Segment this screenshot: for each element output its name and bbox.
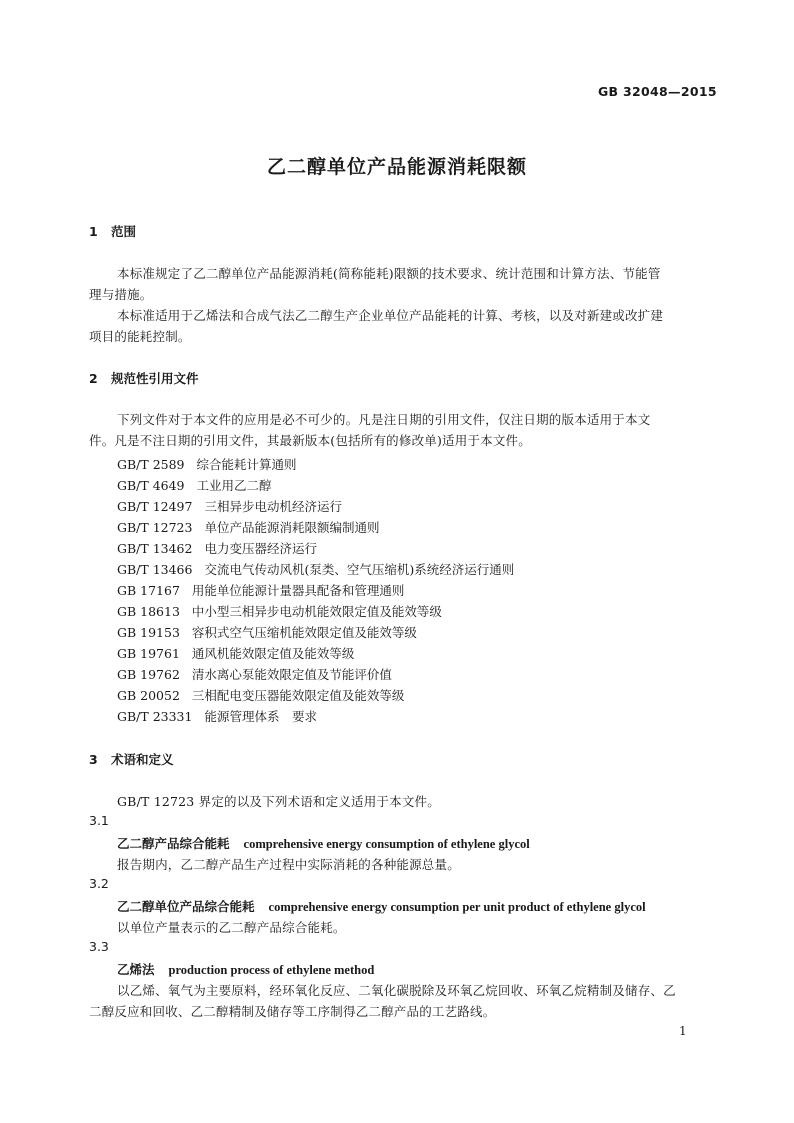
reference-name: 能源管理体系 要求 [204, 709, 317, 724]
term-chinese: 乙烯法 [117, 962, 155, 977]
reference-name: 用能单位能源计量器具配备和管理通则 [191, 583, 405, 598]
paragraph-line: 本标准适用于乙烯法和合成气法乙二醇生产企业单位产品能耗的计算、考核，以及对新建或改扩建 [117, 308, 664, 323]
section-title: 范围 [111, 224, 137, 239]
reference-code: GB 20052 [117, 688, 180, 703]
reference-name: 三相异步电动机经济运行 [204, 499, 342, 514]
reference-item [117, 644, 354, 662]
reference-name: 综合能耗计算通则 [196, 457, 297, 472]
term-number: 3.3 [89, 939, 109, 954]
reference-item [117, 602, 442, 620]
section-title: 规范性引用文件 [111, 371, 199, 386]
term-definition: 以乙烯、氧气为主要原料，经环氧化反应、二氧化碳脱除及环氧乙烷回收、环氧乙烷精制及储存、乙 [117, 983, 676, 998]
reference-name: 工业用乙二醇 [196, 478, 272, 493]
reference-item [117, 665, 392, 683]
term-heading [117, 960, 374, 978]
section-number: 3 [89, 752, 98, 767]
reference-name: 通风机能效限定值及能效等级 [191, 646, 355, 661]
reference-name: 三相配电变压器能效限定值及能效等级 [191, 688, 405, 703]
standard-number: GB 32048—2015 [598, 84, 717, 99]
term-english: comprehensive energy consumption per unit product of ethylene glycol [268, 900, 646, 914]
term-number: 3.1 [89, 813, 109, 828]
term-english: production process of ethylene method [168, 963, 375, 977]
reference-item [117, 623, 417, 641]
reference-code: GB/T 12723 [117, 520, 193, 535]
reference-name: 中小型三相异步电动机能效限定值及能效等级 [191, 604, 442, 619]
paragraph-line: 理与措施。 [89, 287, 153, 302]
term-number: 3.2 [89, 876, 109, 891]
section-1-heading [89, 222, 136, 240]
document-title: 乙二醇单位产品能源消耗限额 [266, 156, 527, 178]
term-chinese: 乙二醇产品综合能耗 [117, 836, 230, 851]
reference-code: GB/T 13466 [117, 562, 193, 577]
reference-name: 交流电气传动风机(泵类、空气压缩机)系统经济运行通则 [204, 562, 515, 577]
term-definition: 报告期内，乙二醇产品生产过程中实际消耗的各种能源总量。 [117, 857, 460, 872]
reference-code: GB/T 13462 [117, 541, 193, 556]
section-number: 1 [89, 224, 98, 239]
reference-code: GB 17167 [117, 583, 180, 598]
term-chinese: 乙二醇单位产品综合能耗 [117, 899, 255, 914]
reference-item [117, 539, 317, 557]
reference-item [117, 455, 297, 473]
reference-code: GB/T 2589 [117, 457, 185, 472]
section-title: 术语和定义 [111, 752, 174, 767]
reference-code: GB/T 23331 [117, 709, 193, 724]
reference-code: GB 19762 [117, 667, 180, 682]
reference-code: GB 19761 [117, 646, 180, 661]
reference-item [117, 560, 514, 578]
reference-item [117, 707, 317, 725]
section-number: 2 [89, 371, 98, 386]
reference-code: GB/T 4649 [117, 478, 185, 493]
term-english: comprehensive energy consumption of ethylene glycol [243, 837, 530, 851]
paragraph-line: 项目的能耗控制。 [89, 329, 191, 344]
reference-item [117, 518, 379, 536]
reference-name: 电力变压器经济运行 [204, 541, 317, 556]
term-heading [117, 834, 530, 852]
reference-code: GB/T 12497 [117, 499, 193, 514]
section-2-heading [89, 369, 199, 387]
reference-name: 容积式空气压缩机能效限定值及能效等级 [191, 625, 417, 640]
paragraph-line: GB/T 12723 界定的以及下列术语和定义适用于本文件。 [117, 794, 440, 809]
reference-code: GB 18613 [117, 604, 180, 619]
page-number: 1 [679, 1024, 687, 1038]
reference-code: GB 19153 [117, 625, 180, 640]
reference-item [117, 581, 404, 599]
reference-name: 清水离心泵能效限定值及节能评价值 [191, 667, 392, 682]
term-definition: 二醇反应和回收、乙二醇精制及储存等工序制得乙二醇产品的工艺路线。 [89, 1004, 496, 1019]
term-definition: 以单位产量表示的乙二醇产品综合能耗。 [117, 920, 346, 935]
paragraph-line: 件。凡是不注日期的引用文件，其最新版本(包括所有的修改单)适用于本文件。 [89, 433, 531, 448]
section-3-heading [89, 750, 174, 768]
paragraph-line: 本标准规定了乙二醇单位产品能源消耗(简称能耗)限额的技术要求、统计范围和计算方法、节能管 [117, 266, 661, 281]
reference-item [117, 476, 272, 494]
term-heading [117, 897, 646, 915]
paragraph-line: 下列文件对于本文件的应用是必不可少的。凡是注日期的引用文件，仅注日期的版本适用于本文 [117, 412, 651, 427]
reference-item [117, 497, 342, 515]
reference-name: 单位产品能源消耗限额编制通则 [204, 520, 380, 535]
reference-item [117, 686, 404, 704]
